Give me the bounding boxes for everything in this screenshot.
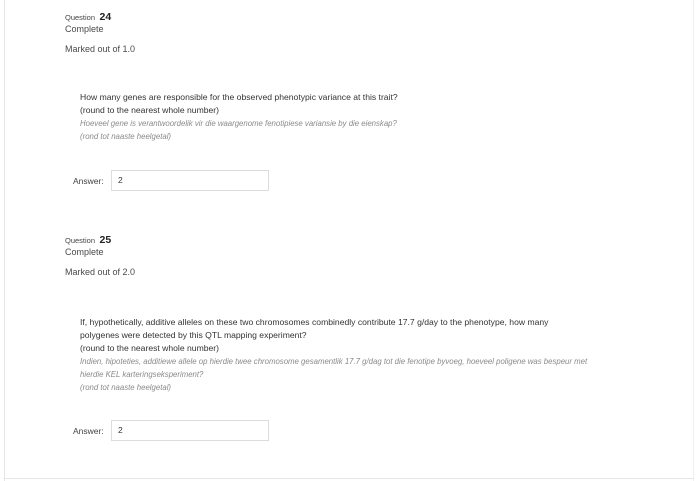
question-state: Complete (65, 24, 104, 34)
question-text-en-line: How many genes are responsible for the observed phenotypic variance at this trait? (80, 92, 398, 102)
question-text-en-line: (round to the nearest whole number) (80, 343, 220, 353)
answer-input[interactable]: 2 (111, 170, 269, 191)
question-text-24 (80, 91, 640, 143)
content-right-border (693, 0, 694, 481)
question-text-af-line: (rond tot naaste heelgetal) (80, 383, 172, 392)
question-text-25 (80, 316, 640, 394)
content-left-border (4, 0, 5, 481)
question-label: Question (65, 236, 96, 245)
question-number-line (65, 10, 111, 24)
question-text-af-line: Hoeveel gene is verantwoordelik vir die waargenome fenotipiese variansie by die eienskap? (80, 119, 397, 128)
question-number: 24 (99, 11, 112, 23)
question-text-en-line: If, hypothetically, additive alleles on these two chromosomes combinedly contribute 17.7 g/day to the phenotype, how many (80, 317, 549, 327)
question-text-af-line: (rond tot naaste heelgetal) (80, 132, 172, 141)
question-text-af-line: hierdie KEL karteringseksperiment? (80, 370, 204, 379)
question-state: Complete (65, 247, 104, 257)
question-text-en-line: polygenes were detected by this QTL mapping experiment? (80, 330, 307, 340)
content-bottom-border (4, 478, 694, 479)
question-text-af-line: Indien, hipoteties, additiewe allele op hierdie twee chromosome gesamentlik 17.7 g/dag tot die fenotipe byvoeg, hoeveel poligene was bespeur met (80, 357, 588, 366)
question-grade: Marked out of 1.0 (65, 44, 136, 54)
answer-input[interactable]: 2 (111, 420, 269, 441)
question-grade: Marked out of 2.0 (65, 267, 136, 277)
question-info-25 (65, 233, 136, 277)
answer-label: Answer: (73, 176, 104, 186)
answer-label: Answer: (73, 426, 104, 436)
question-info-24 (65, 10, 136, 54)
question-number: 25 (99, 234, 112, 246)
question-text-en-line: (round to the nearest whole number) (80, 105, 220, 115)
question-number-line (65, 233, 111, 247)
question-label: Question (65, 13, 96, 22)
